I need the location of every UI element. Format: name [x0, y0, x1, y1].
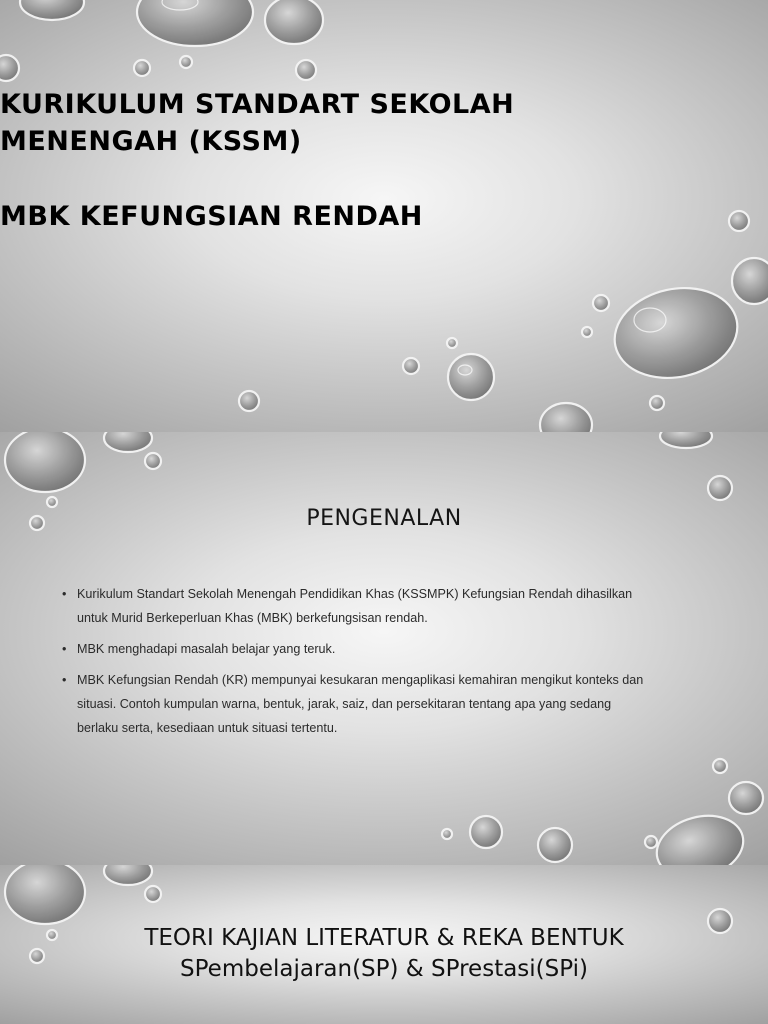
bullet-item: [60, 637, 716, 661]
bullet-line: Kurikulum Standart Sekolah Menengah Pendidikan Khas (KSSMPK) Kefungsian Rendah dihasilkan: [77, 587, 633, 601]
bullet-list: [60, 582, 716, 747]
bullet-line: untuk Murid Berkeperluan Khas (MBK) berkefungsisan rendah.: [77, 611, 428, 625]
slide-subtitle: MBK KEFUNGSIAN RENDAH: [0, 201, 423, 232]
bullet-item: [60, 668, 716, 740]
title-line-2: SPembelajaran(SP) & SPrestasi(SPi): [180, 956, 588, 982]
title-line-2: MENENGAH (KSSM): [0, 126, 302, 157]
slide-teori: [0, 865, 768, 1024]
slide-title-heading: [0, 923, 768, 985]
section-heading: PENGENALAN: [306, 506, 462, 531]
slide-title: [0, 0, 768, 432]
slide-title-heading: [0, 86, 768, 160]
bullet-marker: •: [62, 642, 67, 656]
bullet-marker: •: [62, 673, 67, 687]
bullet-line: situasi. Contoh kumpulan warna, bentuk, jarak, saiz, dan persekitaran tentang apa yang sedang: [77, 697, 612, 711]
bullet-line: MBK menghadapi masalah belajar yang teruk.: [77, 642, 336, 656]
bullet-line: berlaku serta, kesediaan untuk situasi tertentu.: [77, 721, 338, 735]
slide-pengenalan: [0, 432, 768, 865]
title-line-1: KURIKULUM STANDART SEKOLAH: [0, 89, 515, 120]
title-line-1: TEORI KAJIAN LITERATUR & REKA BENTUK: [144, 925, 624, 951]
bullet-marker: •: [62, 587, 67, 601]
bullet-item: [60, 582, 716, 630]
bullet-line: MBK Kefungsian Rendah (KR) mempunyai kesukaran mengaplikasi kemahiran mengikut konteks dan: [77, 673, 644, 687]
